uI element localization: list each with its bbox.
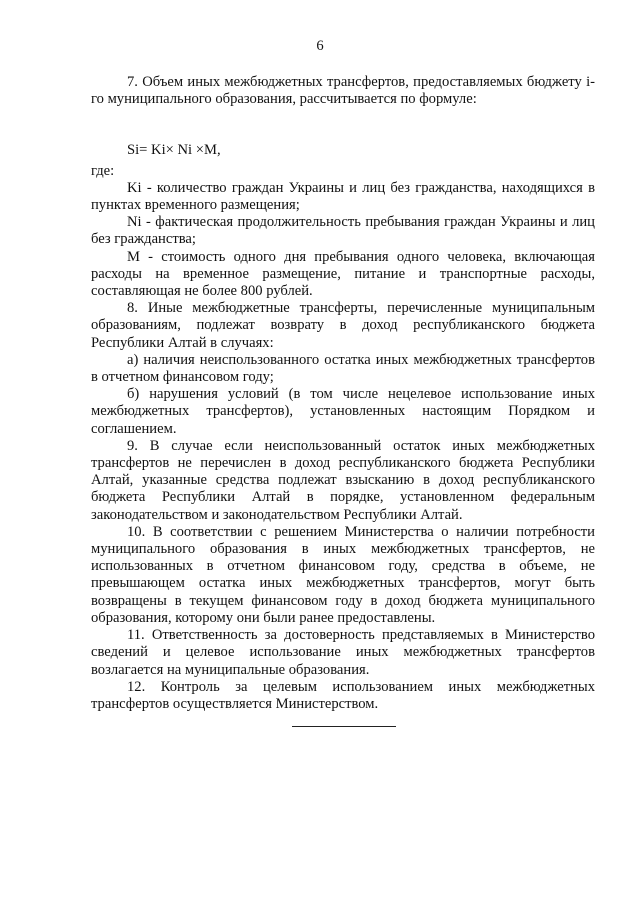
paragraph-7: 7. Объем иных межбюджетных трансфертов, предоставляемых бюджету i-го муниципального образования, рассчитывается по формуле: [91,74,595,108]
paragraph-10: 10. В соответствии с решением Министерства о наличии потребности муниципального образования в иных межбюджетных трансфертов, не использованных в отчетном финансовом году, средства в объеме, не превышающем остатка иных межбюджетных трансфертов, могут быть возвращены в текущем финансовом году в доход бюджета муниципального образования, которому они были ранее предоставлены. [91,523,595,626]
definition-ni: Ni - фактическая продолжительность пребывания граждан Украины и лиц без гражданства; [91,214,595,248]
paragraph-8a: а) наличия неиспользованного остатка иных межбюджетных трансфертов в отчетном финансовом году; [91,351,595,386]
definition-ki: Ki - количество граждан Украины и лиц без гражданства, находящихся в пунктах временного размещения; [91,179,595,214]
end-rule [292,726,396,727]
paragraph-11: 11. Ответственность за достоверность представляемых в Министерство сведений и целевое использование иных межбюджетных трансфертов возлагается на муниципальные образования. [91,627,595,678]
paragraph-9: 9. В случае если неиспользованный остаток иных межбюджетных трансфертов не перечислен в доход республиканского бюджета Республики Алтай, указанные средства подлежат взысканию в доход республиканского бюджета Республики Алтай в порядке, установленном федеральным законодательством и законодательством Республики Алтай. [91,437,595,523]
where-label: где: [91,162,115,179]
paragraph-12: 12. Контроль за целевым использованием иных межбюджетных трансфертов осуществляется Министерством. [91,678,595,712]
definition-m: M - стоимость одного дня пребывания одного человека, включающая расходы на временное размещение, питание и транспортные расходы, составляющая не более 800 рублей. [91,248,595,300]
document-body [91,74,595,713]
paragraph-8: 8. Иные межбюджетные трансферты, перечисленные муниципальным образованиям, подлежат возврату в доход республиканского бюджета Республики Алтай в случаях: [91,300,595,351]
paragraph-8b: б) нарушения условий (в том числе нецелевое использование иных межбюджетных трансфертов), установленных настоящим Порядком и соглашением. [91,386,595,437]
page-number: 6 [316,38,324,54]
formula: Si= Ki× Ni ×M, [127,142,221,159]
